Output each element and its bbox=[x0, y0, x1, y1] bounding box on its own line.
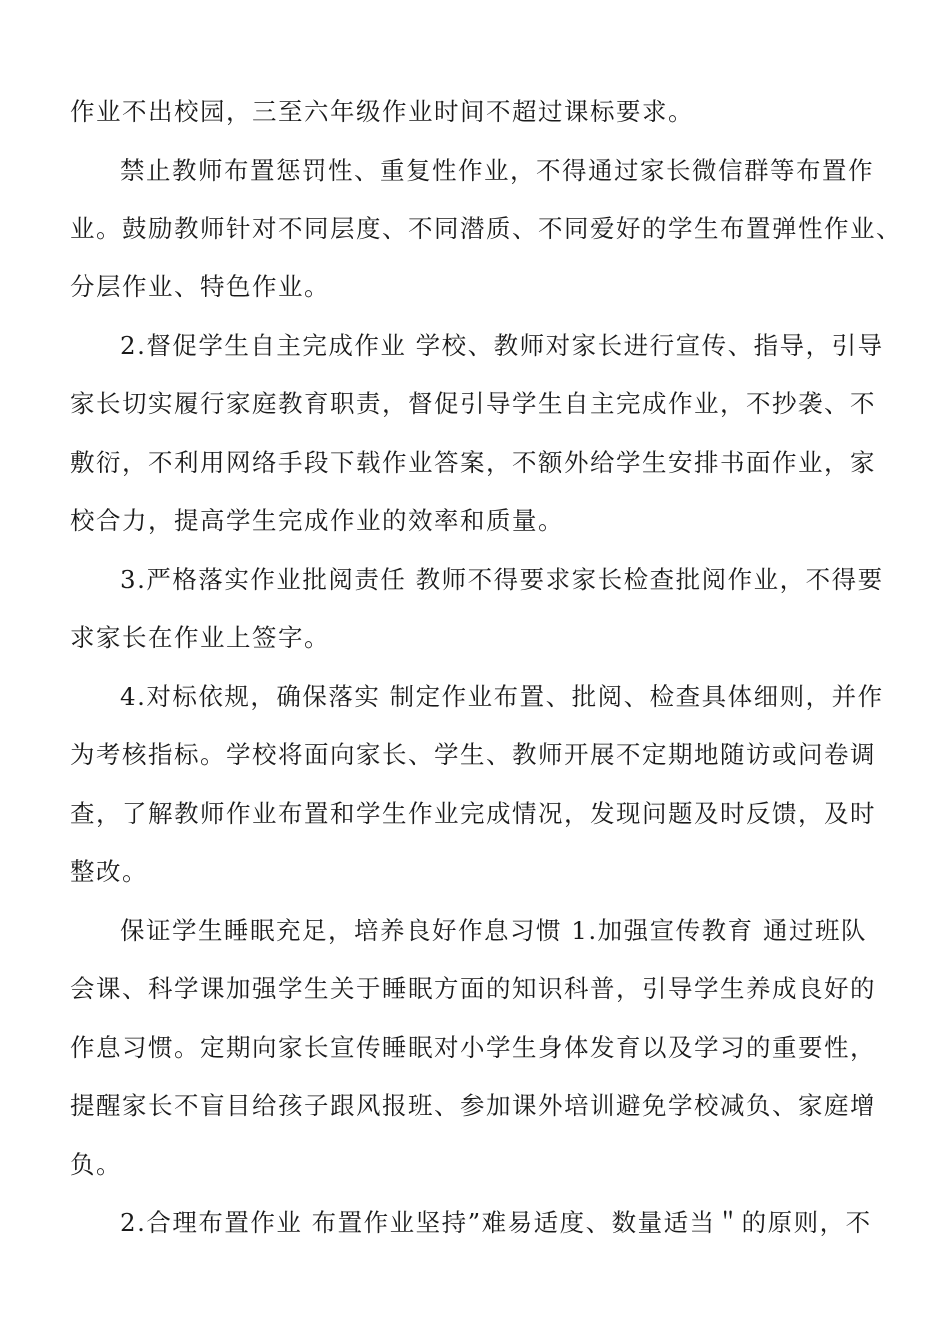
text-line: 校合力，提高学生完成作业的效率和质量。 bbox=[70, 506, 564, 535]
text-line: 作业不出校园，三至六年级作业时间不超过课标要求。 bbox=[70, 97, 694, 126]
text-line: 查，了解教师作业布置和学生作业完成情况，发现问题及时反馈，及时 bbox=[70, 799, 876, 828]
text-line: 为考核指标。学校将面向家长、学生、教师开展不定期地随访或问卷调 bbox=[70, 740, 876, 769]
text-line: 家长切实履行家庭教育职责，督促引导学生自主完成作业，不抄袭、不 bbox=[70, 389, 876, 418]
text-line: 作息习惯。定期向家长宣传睡眠对小学生身体发育以及学习的重要性， bbox=[70, 1033, 876, 1062]
text-line: 4.对标依规，确保落实 制定作业布置、批阅、检查具体细则，并作 bbox=[120, 682, 884, 711]
text-line: 禁止教师布置惩罚性、重复性作业，不得通过家长微信群等布置作 bbox=[120, 156, 874, 185]
text-line: 分层作业、特色作业。 bbox=[70, 272, 330, 301]
text-line: 整改。 bbox=[70, 857, 148, 886]
text-line: 3.严格落实作业批阅责任 教师不得要求家长检查批阅作业，不得要 bbox=[120, 565, 884, 594]
text-line: 保证学生睡眠充足，培养良好作息习惯 1.加强宣传教育 通过班队 bbox=[120, 916, 867, 945]
text-line: 业。鼓励教师针对不同层度、不同潜质、不同爱好的学生布置弹性作业、 bbox=[70, 214, 902, 243]
text-line: 负。 bbox=[70, 1150, 122, 1179]
text-line: 会课、科学课加强学生关于睡眠方面的知识科普，引导学生养成良好的 bbox=[70, 974, 876, 1003]
text-line: 2.督促学生自主完成作业 学校、教师对家长进行宣传、指导，引导 bbox=[120, 331, 884, 360]
text-line: 敷衍，不利用网络手段下载作业答案，不额外给学生安排书面作业，家 bbox=[70, 448, 876, 477]
text-line: 提醒家长不盲目给孩子跟风报班、参加课外培训避免学校减负、家庭增 bbox=[70, 1091, 876, 1120]
text-line: 求家长在作业上签字。 bbox=[70, 623, 330, 652]
text-line: 2.合理布置作业 布置作业坚持”难易适度、数量适当＂的原则，不 bbox=[120, 1208, 872, 1237]
